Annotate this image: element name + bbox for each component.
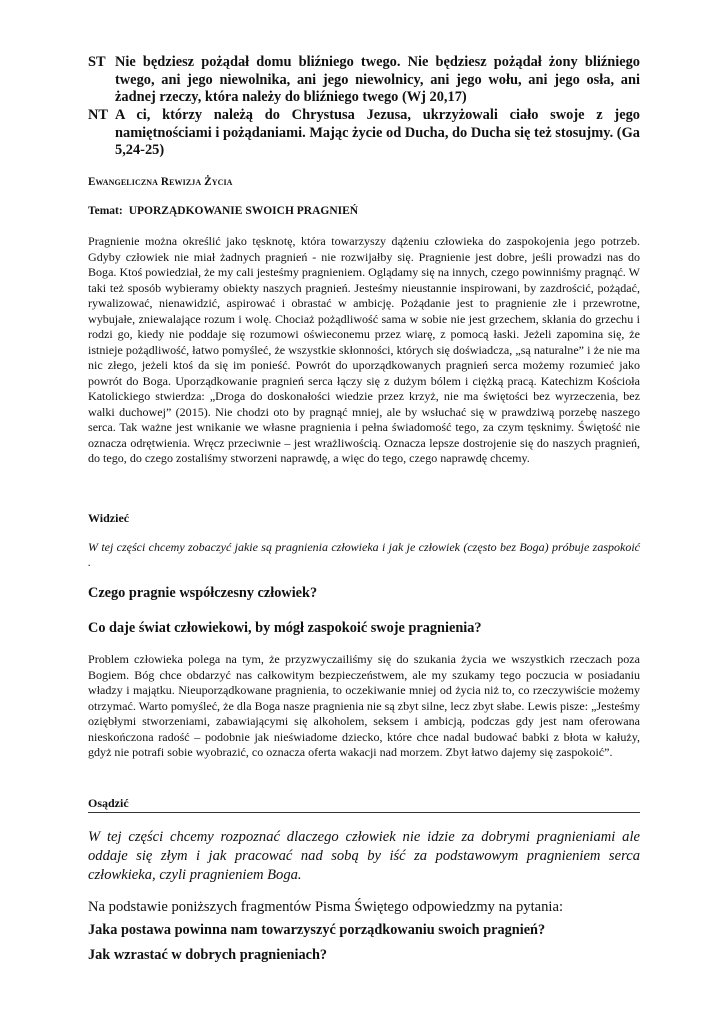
verse-text: Nie będziesz pożądał domu bliźniego twego. Nie będziesz pożądał żony bliźniego twego, ani jego niewolnika, ani jego niewolnicy, ani jego wołu, ani jego osła, ani żadnej rzeczy, która należy do bliźniego twego (Wj 20,17) — [115, 54, 640, 106]
intro-paragraph: Pragnienie można określić jako tęsknotę, która towarzyszy dążeniu człowieka do zaspokojenia jego potrzeb. Gdyby człowiek nie miał żadnych pragnień - nie rozwijałby się. Pragnienie jest dobre, jeśli prowadzi nas do Boga. Ktoś powiedział, że my cali jesteśmy pragnieniem. Oglądamy się na innych, czego powinniśmy pragnąć. W taki też sposób wybieramy obiekty naszych pragnień. Jesteśmy nieustannie inspirowani, by zazdrościć, pożądać, rywalizować, nienawidzić, aspirować i obrastać w ambicję. Pożądanie jest to pragnienie złe i przewrotne, wybujałe, zniewalające rozum i wolę. Chociaż pożądliwość sama w sobie nie jest grzechem, skłania do grzechu i rodzi go, kiedy nie poddaje się rozumowi oświeconemu przez wiarę, z pomocą łaski. Jeżeli zapomina się, że istnieje pożądliwość, łatwo pomyśleć, że wszystkie skłonności, których się doświadcza, „są naturalne” i że nie ma nic złego, jeżeli ktoś da się im ponieść. Powrót do uporządkowanych pragnień serca możemy rozumieć jako powrót do Boga. Uporządkowanie pragnień serca łączy się z dużym bólem i ciężką pracą. Katechizm Kościoła Katolickiego stwierdza: „Droga do doskonałości wiedzie przez krzyż, nie ma świętości bez wyrzeczenia, bez walki duchowej” (2015). Nie chodzi oto by pragnąć mniej, ale by wsłuchać się w prawdziwą porzebę naszego serca. Tak ważne jest wnikanie we własne pragnienia i pełna świadomość tego, za czym tęsknimy. Świętość nie oznacza odrętwienia. Wręcz przeciwnie – jest wrażliwością. Oznacza lepsze dostrojenie się do naszych pragnień, do tego, do czego zostaliśmy stworzeni naprawdę, a więc do tego, czego naprawdę chcemy. — [88, 234, 640, 465]
verse-text: A ci, którzy należą do Chrystusa Jezusa, ukrzyżowali ciało swoje z jego namiętnościami i pożądaniami. Mając życie od Ducha, do Ducha się też stosujmy. (Ga 5,24-25) — [115, 107, 640, 159]
widziec-intro: W tej części chcemy zobaczyć jakie są pragnienia człowieka i jak je człowiek (często bez Boga) próbuje zaspokoić . — [88, 540, 640, 569]
widziec-question-1: Czego pragnie współczesny człowiek? — [88, 585, 318, 601]
verse-nt — [88, 107, 640, 160]
verse-st — [88, 54, 640, 107]
osadzic-intro: W tej części chcemy rozpoznać dlaczego człowiek nie idzie za dobrymi pragnieniami ale oddaje się złym i jak pracować nad sobą by iść za podstawowym pragnieniem serca człowkieka, czyli pragnieniem Boga. — [88, 829, 640, 883]
section-divider — [88, 812, 640, 813]
widziec-heading: Widzieć — [88, 511, 130, 525]
osadzic-question-1: Jaka postawa powinna nam towarzyszyć porządkowaniu swoich pragnień? — [88, 922, 546, 938]
verse-label: NT — [88, 107, 108, 123]
widziec-question-2: Co daje świat człowiekowi, by mógł zaspokoić swoje pragnienia? — [88, 620, 482, 636]
osadzic-question-2: Jak wzrastać w dobrych pragnieniach? — [88, 947, 328, 963]
osadzic-instruction: Na podstawie poniższych fragmentów Pisma Świętego odpowiedzmy na pytania: — [88, 899, 563, 915]
osadzic-heading: Osądzić — [88, 796, 129, 810]
section-title: Ewangeliczna Rewizja Życia — [88, 176, 233, 188]
widziec-paragraph: Problem człowieka polega na tym, że przyzwyczailiśmy się do szukania życia we wszystkich rzeczach poza Bogiem. Bóg chce obdarzyć nas całkowitym bezpieczeństwem, ale my szukamy tego poczucia w posiadaniu władzy i majątku. Nieuporządkowane pragnienia, to oczekiwanie mniej od życia niż to, co rzeczywiście możemy otrzymać. Warto pomyśleć, że dla Boga nasze pragnienia nie są zbyt silne, lecz zbyt słabe. Lewis pisze: „Jesteśmy oziębłymi stworzeniami, zabawiającymi się alkoholem, seksem i ambicją, podczas gdy jest nam oferowana nieskończona radość – podobnie jak nieświadome dziecko, które chce nadal budować babki z błota w kałuży, gdyż nie potrafi sobie wyobrazić, co oznacza oferta wakacji nad morzem. Zbyt łatwo dajemy się zaspokoić”. — [88, 652, 640, 759]
verse-label: ST — [88, 54, 106, 70]
topic-line — [88, 205, 640, 217]
topic-label: Temat: — [88, 205, 123, 217]
topic-value: UPORZĄDKOWANIE SWOICH PRAGNIEŃ — [128, 205, 359, 217]
